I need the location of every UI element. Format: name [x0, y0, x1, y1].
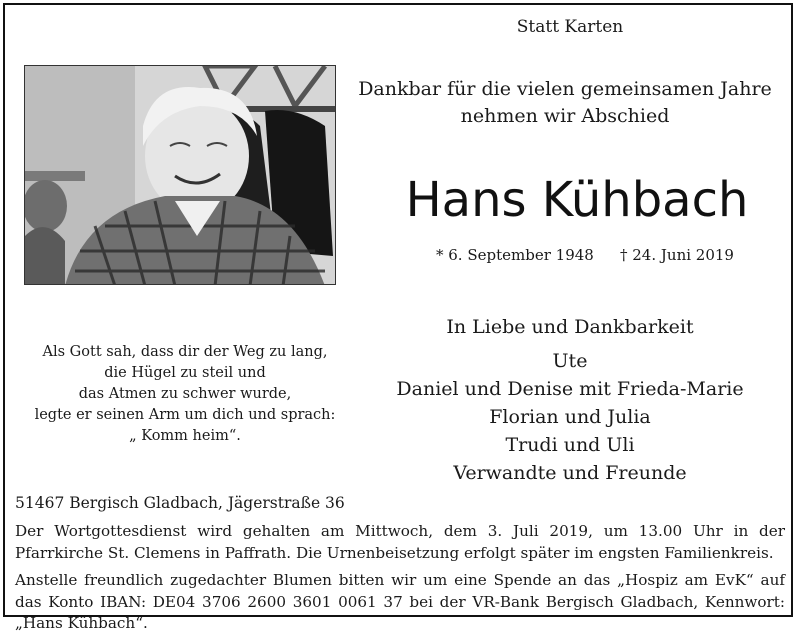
- poem: [20, 342, 350, 447]
- thanks-line-1: Dankbar für die vielen gemeinsamen Jahre: [358, 78, 772, 100]
- portrait-photo: [24, 65, 336, 285]
- birth-date: * 6. September 1948: [436, 246, 594, 264]
- family-member: Trudi und Uli: [505, 434, 635, 456]
- donation-info: Anstelle freundlich zugedachter Blumen bitten wir um eine Spende an das „Hospiz am EvK“ auf das Konto IBAN: DE04 3706 2600 3601 0061 37 bei der VR-Bank Bergisch Gladbach, Kennwort: „Hans Kühbach“.: [15, 571, 785, 632]
- family-address: 51467 Bergisch Gladbach, Jägerstraße 36: [15, 494, 345, 512]
- thanks-line-2: nehmen wir Abschied: [460, 105, 670, 127]
- poem-line: das Atmen zu schwer wurde,: [78, 386, 292, 402]
- family-intro: In Liebe und Dankbarkeit: [446, 316, 694, 338]
- statt-karten-heading: Statt Karten: [516, 17, 624, 37]
- service-info: Der Wortgottesdienst wird gehalten am Mittwoch, dem 3. Juli 2019, um 13.00 Uhr in der Pfarrkirche St. Clemens in Paffrath. Die Urnenbeisetzung erfolgt später im engsten Familienkreis.: [15, 522, 785, 562]
- poem-line: die Hügel zu steil und: [104, 365, 266, 381]
- family-list: [360, 313, 780, 487]
- deceased-name: Hans Kühbach: [405, 172, 749, 228]
- family-member: Ute: [552, 350, 588, 372]
- poem-line: legte er seinen Arm um dich und sprach:: [34, 407, 336, 423]
- family-member: Daniel und Denise mit Frieda-Marie: [396, 378, 744, 400]
- family-member: Verwandte und Freunde: [453, 462, 687, 484]
- death-date: † 24. Juni 2019: [620, 246, 734, 264]
- thanks-text: [350, 76, 780, 130]
- portrait-photo-image: [25, 66, 336, 285]
- poem-line: „ Komm heim“.: [129, 428, 241, 444]
- family-member: Florian und Julia: [489, 406, 651, 428]
- poem-line: Als Gott sah, dass dir der Weg zu lang,: [42, 344, 328, 360]
